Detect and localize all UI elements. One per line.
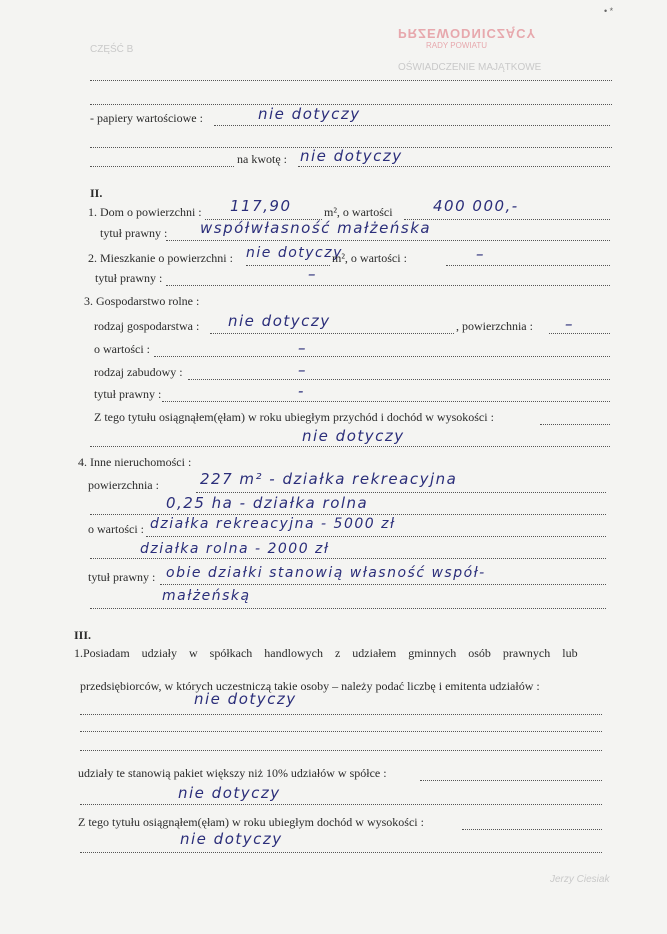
show-through-line-2: OŚWIADCZENIE MAJĄTKOWE xyxy=(398,62,542,73)
stamp: PRZEWODNICZĄCY RADY POWIATU xyxy=(398,26,537,50)
shares-question-line-1: 1.Posiadam udziały w spółkach handlowych z udziałem gminnych osób prawnych lub xyxy=(74,646,578,660)
farm-label: 3. Gospodarstwo rolne : xyxy=(84,294,200,308)
income-label: Z tego tytułu osiągnąłem(ęłam) w roku ubiegłym dochód w wysokości : xyxy=(78,815,424,829)
amount-label: na kwotę : xyxy=(237,152,287,166)
other-area-label: powierzchnia : xyxy=(88,478,159,492)
apartment-label: 2. Mieszkanie o powierzchni : xyxy=(88,251,233,265)
other-title-value-2: małżeńską xyxy=(162,588,251,604)
apartment-unit: m², o wartości : xyxy=(332,251,407,265)
farm-income-label: Z tego tytułu osiągnąłem(ęłam) w roku ubiegłym przychód i dochód w wysokości : xyxy=(94,410,494,424)
farm-income-value: nie dotyczy xyxy=(302,427,405,445)
farm-type-label: rodzaj gospodarstwa : xyxy=(94,319,200,333)
section-ii-heading: II. xyxy=(90,186,103,200)
apartment-title-label: tytuł prawny : xyxy=(95,271,163,285)
house-value: 400 000,- xyxy=(433,197,519,215)
show-through-line-1: CZĘŚĆ B xyxy=(90,44,134,55)
corner-mark: • * xyxy=(604,6,614,16)
farm-title-value: - xyxy=(298,382,305,400)
farm-title-label: tytuł prawny : xyxy=(94,387,162,401)
other-value-label: o wartości : xyxy=(88,522,144,536)
farm-type-value: nie dotyczy xyxy=(228,312,331,330)
farm-area-value: – xyxy=(565,315,574,333)
securities-value: nie dotyczy xyxy=(258,105,361,123)
income-value: nie dotyczy xyxy=(180,830,283,848)
apartment-value: – xyxy=(476,245,485,263)
apartment-title-value: – xyxy=(308,265,317,283)
farm-value: – xyxy=(298,339,307,357)
other-value-1: działka rekreacyjna - 5000 zł xyxy=(150,516,396,532)
house-area-label: 1. Dom o powierzchni : xyxy=(88,205,202,219)
apartment-area-value: nie dotyczy xyxy=(246,245,343,261)
house-title-label: tytuł prawny : xyxy=(100,226,168,240)
other-title-value-1: obie działki stanowią własność współ- xyxy=(166,565,486,581)
show-through-signature: Jerzy Ciesiak xyxy=(550,874,610,885)
section-iii-heading: III. xyxy=(74,628,92,642)
securities-label: - papiery wartościowe : xyxy=(90,111,203,125)
other-title-label: tytuł prawny : xyxy=(88,570,156,584)
other-value-2: działka rolna - 2000 zł xyxy=(140,541,330,557)
package-label: udziały te stanowią pakiet większy niż 10% udziałów w spółce : xyxy=(78,766,387,780)
house-unit: m², o wartości xyxy=(324,205,393,219)
package-value: nie dotyczy xyxy=(178,784,281,802)
other-area-value-1: 227 m² - działka rekreacyjna xyxy=(200,470,458,488)
house-area-value: 117,90 xyxy=(230,197,292,215)
shares-question-line-2: przedsiębiorców, w których uczestniczą takie osoby – należy podać liczbę i emitenta udziałów : xyxy=(80,679,540,693)
shares-answer: nie dotyczy xyxy=(194,690,297,708)
farm-value-label: o wartości : xyxy=(94,342,150,356)
other-property-label: 4. Inne nieruchomości : xyxy=(78,455,192,469)
farm-area-label: , powierzchnia : xyxy=(456,319,533,333)
farm-buildings-label: rodzaj zabudowy : xyxy=(94,365,183,379)
dotted-line xyxy=(90,80,612,81)
house-title-value: współwłasność małżeńska xyxy=(200,219,432,237)
farm-buildings-value: – xyxy=(298,361,307,379)
other-area-value-2: 0,25 ha - działka rolna xyxy=(166,494,369,512)
amount-value: nie dotyczy xyxy=(300,147,403,165)
